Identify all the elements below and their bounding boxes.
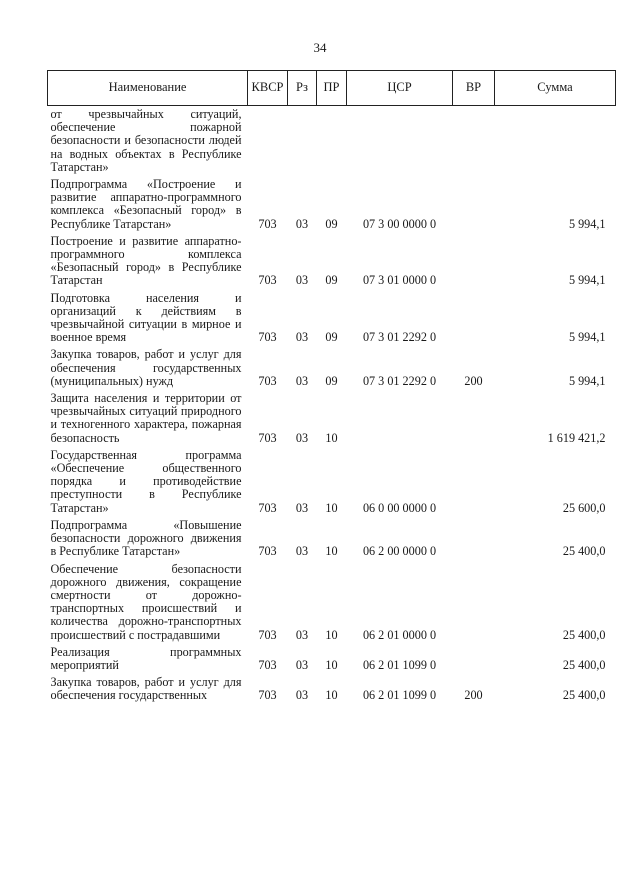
cell-csr: 06 2 01 1099 0 (362, 688, 437, 703)
table-row (48, 447, 616, 517)
cell-sum: 25 400,0 (562, 544, 606, 559)
cell-kvsr: 703 (258, 657, 277, 672)
cell-sum: 5 994,1 (568, 373, 606, 388)
cell-rz: 03 (295, 500, 309, 515)
cell-name: Обеспечение безопасности дорожного движения, сокращение смертности от дорожно-транспортных происшествий и количества дорожно-транспортных происшествий с пострадавшими (50, 561, 242, 642)
cell-kvsr: 703 (258, 330, 277, 345)
cell-kvsr: 703 (258, 373, 277, 388)
cell-pr: 10 (325, 627, 338, 642)
header-rz: Рз (288, 71, 317, 106)
cell-name: Реализация программных мероприятий (50, 644, 242, 672)
cell-sum (495, 106, 616, 177)
cell-sum: 25 400,0 (562, 657, 606, 672)
cell-pr: 10 (325, 544, 338, 559)
cell-kvsr: 703 (258, 273, 277, 288)
cell-csr: 07 3 01 2292 0 (362, 373, 437, 388)
cell-pr: 10 (325, 500, 338, 515)
cell-sum: 5 994,1 (568, 216, 606, 231)
cell-sum: 1 619 421,2 (547, 430, 606, 445)
header-sum: Сумма (495, 71, 616, 106)
cell-kvsr (248, 106, 288, 177)
cell-pr: 10 (325, 657, 338, 672)
table-row (48, 106, 616, 177)
cell-name: Подготовка населения и организаций к действиям в чрезвычайной ситуации в мирное и военное время (50, 290, 242, 345)
cell-rz: 03 (295, 657, 309, 672)
cell-csr (347, 390, 453, 447)
cell-csr: 07 3 00 0000 0 (362, 216, 437, 231)
cell-csr: 06 0 00 0000 0 (362, 500, 437, 515)
cell-rz: 03 (295, 688, 309, 703)
table-row (48, 674, 616, 704)
cell-name: Закупка товаров, работ и услуг для обеспечения государственных (50, 675, 242, 703)
header-vr: ВР (453, 71, 495, 106)
cell-sum: 25 600,0 (562, 500, 606, 515)
cell-sum: 25 400,0 (562, 688, 606, 703)
cell-rz: 03 (295, 544, 309, 559)
cell-kvsr: 703 (258, 430, 277, 445)
cell-kvsr: 703 (258, 500, 277, 515)
table-body (48, 106, 616, 705)
cell-rz: 03 (295, 430, 309, 445)
cell-name: от чрезвычайных ситуаций, обеспечение пожарной безопасности и безопасности людей на водных объектах в Республике Татарстан» (50, 107, 242, 174)
table-row (48, 517, 616, 561)
cell-rz: 03 (295, 373, 309, 388)
cell-vr (453, 644, 495, 674)
cell-vr (453, 561, 495, 644)
cell-vr: 200 (464, 688, 483, 703)
cell-csr: 06 2 01 1099 0 (362, 657, 437, 672)
cell-sum: 25 400,0 (562, 627, 606, 642)
cell-rz: 03 (295, 216, 309, 231)
cell-csr (347, 106, 453, 177)
cell-vr (453, 517, 495, 561)
cell-pr (317, 106, 347, 177)
cell-kvsr: 703 (258, 544, 277, 559)
table-row (48, 346, 616, 390)
cell-vr (453, 390, 495, 447)
cell-vr: 200 (464, 373, 483, 388)
cell-pr: 09 (325, 216, 338, 231)
table-header (48, 71, 616, 106)
cell-rz: 03 (295, 627, 309, 642)
cell-vr (453, 176, 495, 233)
cell-name: Государственная программа «Обеспечение общественного порядка и противодействие преступности в Республике Татарстан» (50, 447, 242, 515)
cell-kvsr: 703 (258, 688, 277, 703)
table-row (48, 644, 616, 674)
cell-vr (453, 290, 495, 347)
cell-kvsr: 703 (258, 216, 277, 231)
cell-pr: 10 (325, 430, 338, 445)
cell-csr: 06 2 00 0000 0 (362, 544, 437, 559)
cell-vr (453, 447, 495, 517)
header-name: Наименование (48, 71, 248, 106)
page-number: 34 (313, 40, 327, 55)
cell-csr: 07 3 01 0000 0 (362, 273, 437, 288)
cell-name: Подпрограмма «Построение и развитие аппаратно-программного комплекса «Безопасный город» в Республике Татарстан» (50, 177, 242, 231)
cell-pr: 09 (325, 373, 338, 388)
table-row (48, 561, 616, 644)
cell-rz (288, 106, 317, 177)
cell-kvsr: 703 (258, 627, 277, 642)
table-row (48, 290, 616, 347)
cell-csr: 07 3 01 2292 0 (362, 330, 437, 345)
cell-csr: 06 2 01 0000 0 (362, 627, 437, 642)
cell-pr: 10 (325, 688, 338, 703)
cell-rz: 03 (295, 330, 309, 345)
cell-sum: 5 994,1 (568, 330, 606, 345)
cell-sum: 5 994,1 (568, 273, 606, 288)
table-row (48, 390, 616, 447)
cell-name: Подпрограмма «Повышение безопасности дорожного движения в Республике Татарстан» (50, 517, 242, 559)
header-pr: ПР (317, 71, 347, 106)
header-kvsr: КВСР (248, 71, 288, 106)
table-row (48, 233, 616, 290)
cell-rz: 03 (295, 273, 309, 288)
table-row (48, 176, 616, 233)
cell-name: Защита населения и территории от чрезвычайных ситуаций природного и техногенного характера, пожарная безопасность (50, 391, 242, 445)
header-csr: ЦСР (347, 71, 453, 106)
budget-table (47, 70, 616, 705)
cell-name: Построение и развитие аппаратно-программного комплекса «Безопасный город» в Республике Татарстан (50, 233, 242, 288)
cell-pr: 09 (325, 330, 338, 345)
cell-pr: 09 (325, 273, 338, 288)
cell-vr (453, 233, 495, 290)
cell-name: Закупка товаров, работ и услуг для обеспечения государственных (муниципальных) нужд (50, 347, 242, 388)
cell-vr (453, 106, 495, 177)
